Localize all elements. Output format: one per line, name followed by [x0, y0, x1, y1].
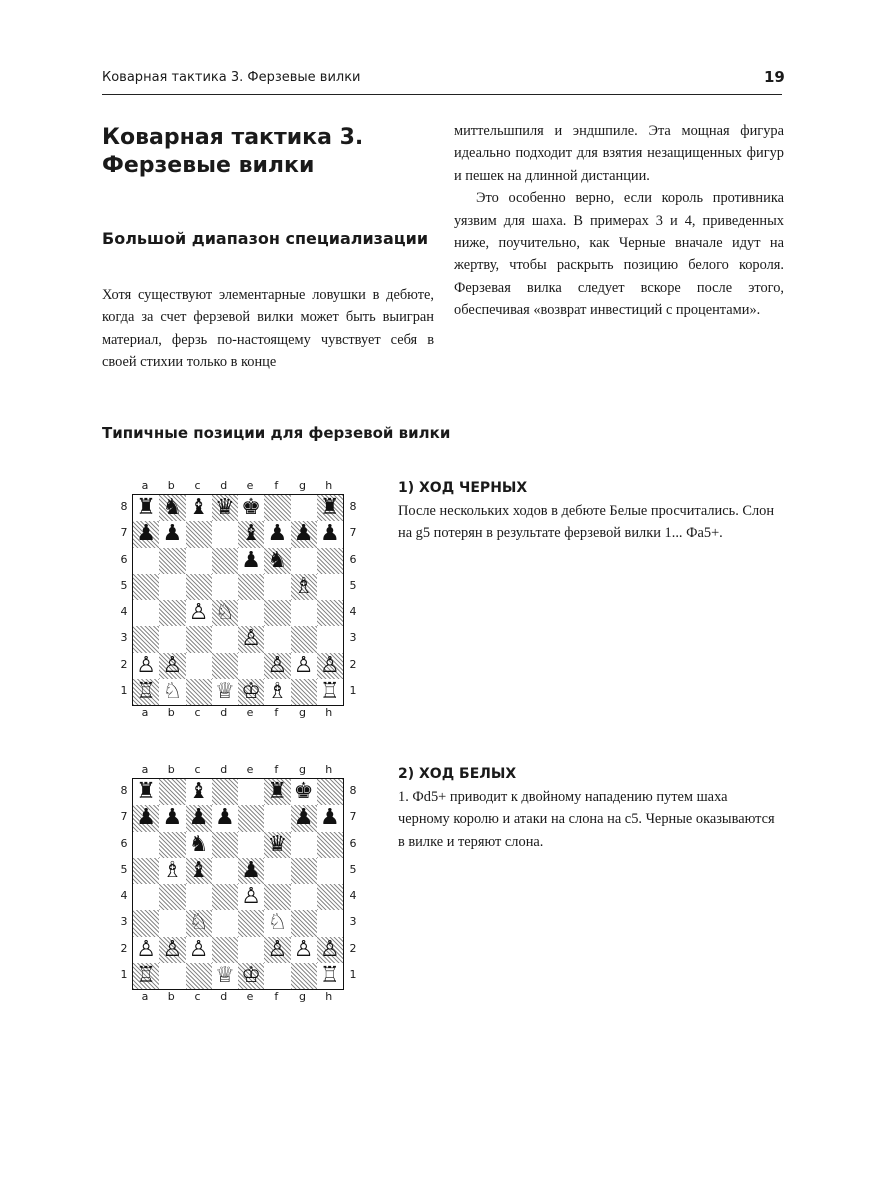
black-pawn-icon: ♟: [136, 521, 156, 547]
board-square-b6: [159, 832, 185, 858]
file-label-d: d: [220, 706, 228, 719]
white-pawn-icon: ♙: [293, 936, 314, 962]
white-pawn-icon: ♙: [162, 936, 183, 962]
file-label-c: c: [194, 706, 201, 719]
black-pawn-icon: ♟: [215, 805, 235, 831]
board-square-a6: [133, 548, 159, 574]
board-square-h3: [317, 910, 343, 936]
rank-label-3: 3: [349, 631, 357, 645]
running-head-title: Коварная тактика 3. Ферзевые вилки: [102, 70, 361, 85]
diagrams-heading: Типичные позиции для ферзевой вилки: [102, 424, 451, 442]
board-square-a4: [133, 600, 159, 626]
board-square-d3: [212, 910, 238, 936]
board-square-c5: [186, 574, 212, 600]
board-square-d2: [212, 937, 238, 963]
rank-label-4: 4: [120, 605, 128, 618]
board-square-a4: [133, 884, 159, 910]
board-square-e4: [238, 600, 264, 626]
rank-label-2: 2: [120, 657, 128, 671]
board-square-a3: [133, 910, 159, 936]
file-label-e: e: [246, 990, 254, 1003]
white-pawn-icon: ♙: [162, 652, 183, 678]
page-number: 19: [764, 68, 785, 86]
black-rook-icon: ♜: [136, 779, 156, 805]
black-pawn-icon: ♟: [241, 547, 261, 573]
white-queen-icon: ♕: [215, 678, 235, 704]
file-label-h: h: [325, 706, 333, 719]
file-label-g: g: [299, 706, 306, 719]
board-square-g4: [291, 884, 317, 910]
rank-label-7: 7: [120, 526, 128, 540]
white-rook-icon: ♖: [136, 678, 156, 704]
board-square-h5: [317, 858, 343, 884]
white-pawn-icon: ♙: [320, 936, 340, 962]
rank-label-7: 7: [349, 526, 357, 540]
board-square-b6: [159, 548, 185, 574]
diagram-2-caption-text: 1. Фd5+ приводит к двойному нападению путем шаха черному королю и атаки на слона на c5. Черные оказываются в вилке и теряют слона.: [398, 789, 775, 850]
file-label-c: c: [194, 479, 201, 492]
black-bishop-icon: ♝: [188, 857, 209, 883]
board-square-d5: [212, 574, 238, 600]
board-square-h8: [317, 779, 343, 805]
board-square-d3: [212, 626, 238, 652]
file-label-a: a: [141, 990, 149, 1003]
board-square-d5: [212, 858, 238, 884]
white-pawn-icon: ♙: [188, 600, 209, 626]
board-square-g8: [291, 495, 317, 521]
board-square-d6: [212, 832, 238, 858]
board-square-h3: [317, 626, 343, 652]
white-bishop-icon: ♗: [162, 857, 183, 883]
board-square-b5: [159, 574, 185, 600]
black-pawn-icon: ♟: [293, 521, 314, 547]
black-pawn-icon: ♟: [162, 805, 183, 831]
rank-label-5: 5: [349, 862, 357, 876]
board-square-b4: [159, 600, 185, 626]
section-heading: Большой диапазон специализации: [102, 229, 429, 248]
file-label-b: b: [167, 706, 175, 719]
board-square-h5: [317, 574, 343, 600]
file-label-d: d: [220, 479, 228, 492]
white-queen-icon: ♕: [215, 962, 235, 988]
rank-label-3: 3: [349, 915, 357, 929]
board-square-e7: [238, 805, 264, 831]
rank-label-2: 2: [120, 941, 128, 955]
rank-label-5: 5: [120, 862, 128, 876]
board-square-f4: [264, 884, 290, 910]
rank-label-4: 4: [349, 889, 357, 902]
board-square-h4: [317, 600, 343, 626]
diagram-2-caption-title: 2) ХОД БЕЛЫХ: [398, 766, 517, 782]
black-king-icon: ♚: [241, 495, 261, 521]
body-paragraph-right-1: миттельшпиля и эндшпиле. Эта мощная фигура идеально подходит для взятия незащищенных фигур и пешек на длинной дистанции.: [454, 123, 784, 184]
rank-label-4: 4: [120, 889, 128, 902]
board-square-h4: [317, 884, 343, 910]
file-label-h: h: [325, 763, 333, 776]
board-square-f7: [264, 805, 290, 831]
white-pawn-icon: ♙: [267, 652, 288, 678]
file-label-f: f: [274, 706, 279, 719]
board-square-c1: [186, 963, 212, 989]
file-label-g: g: [299, 990, 306, 1003]
board-square-b8: [159, 779, 185, 805]
board-square-e6: [238, 832, 264, 858]
rank-label-5: 5: [349, 578, 357, 592]
board-square-d8: [212, 779, 238, 805]
body-paragraph-left: Хотя существуют элементарные ловушки в дебюте, когда за счет ферзевой вилки может быть выигран материал, ферзь по-настоящему чувствует себя в своей стихии только в конце: [102, 287, 434, 371]
board-square-e2: [238, 653, 264, 679]
rank-label-3: 3: [120, 915, 128, 929]
diagram-1-caption-text: После нескольких ходов в дебюте Белые просчитались. Слон на g5 потерян в результате ферзевой вилки 1... Фa5+.: [398, 503, 775, 542]
board-square-c7: [186, 521, 212, 547]
file-label-e: e: [246, 706, 254, 719]
board-square-d6: [212, 548, 238, 574]
board-square-a5: [133, 574, 159, 600]
board-square-h6: [317, 832, 343, 858]
rank-label-8: 8: [349, 784, 357, 797]
rank-label-8: 8: [120, 500, 128, 513]
board-square-b4: [159, 884, 185, 910]
white-rook-icon: ♖: [320, 962, 340, 988]
header-rule: [102, 94, 782, 95]
board-square-e8: [238, 779, 264, 805]
body-column-right: [454, 120, 784, 322]
board-square-f1: [264, 963, 290, 989]
board-square-d7: [212, 521, 238, 547]
board-square-g3: [291, 626, 317, 652]
black-pawn-icon: ♟: [162, 521, 183, 547]
black-rook-icon: ♜: [267, 779, 288, 805]
file-label-d: d: [220, 990, 228, 1003]
file-label-a: a: [141, 479, 149, 492]
black-bishop-icon: ♝: [241, 521, 261, 547]
white-pawn-icon: ♙: [241, 884, 261, 910]
file-label-h: h: [325, 990, 333, 1003]
file-label-d: d: [220, 763, 228, 776]
black-pawn-icon: ♟: [136, 805, 156, 831]
file-label-h: h: [325, 479, 333, 492]
black-pawn-icon: ♟: [320, 805, 340, 831]
file-label-b: b: [167, 990, 175, 1003]
black-bishop-icon: ♝: [188, 495, 209, 521]
board-square-c1: [186, 679, 212, 705]
black-pawn-icon: ♟: [188, 805, 209, 831]
board-square-e5: [238, 574, 264, 600]
board-square-c6: [186, 548, 212, 574]
board-square-f3: [264, 626, 290, 652]
black-knight-icon: ♞: [188, 831, 209, 857]
chess-board: [132, 494, 344, 706]
black-rook-icon: ♜: [136, 495, 156, 521]
file-label-g: g: [299, 763, 306, 776]
black-pawn-icon: ♟: [241, 857, 261, 883]
rank-label-4: 4: [349, 605, 357, 618]
board-square-g4: [291, 600, 317, 626]
board-square-e3: [238, 910, 264, 936]
board-square-g6: [291, 548, 317, 574]
rank-label-8: 8: [120, 784, 128, 797]
rank-label-3: 3: [120, 631, 128, 645]
board-square-a5: [133, 858, 159, 884]
black-pawn-icon: ♟: [320, 521, 340, 547]
rank-label-2: 2: [349, 941, 357, 955]
white-bishop-icon: ♗: [293, 573, 314, 599]
white-knight-icon: ♘: [215, 600, 235, 626]
white-rook-icon: ♖: [136, 962, 156, 988]
black-knight-icon: ♞: [162, 495, 183, 521]
white-knight-icon: ♘: [188, 910, 209, 936]
file-label-f: f: [274, 763, 279, 776]
file-label-e: e: [246, 479, 254, 492]
board-square-b3: [159, 910, 185, 936]
board-square-b3: [159, 626, 185, 652]
white-king-icon: ♔: [241, 962, 261, 988]
rank-label-2: 2: [349, 657, 357, 671]
white-knight-icon: ♘: [162, 678, 183, 704]
file-label-c: c: [194, 763, 201, 776]
board-square-g6: [291, 832, 317, 858]
board-square-d4: [212, 884, 238, 910]
rank-label-1: 1: [120, 683, 128, 697]
black-king-icon: ♚: [293, 779, 314, 805]
black-queen-icon: ♛: [215, 495, 235, 521]
white-pawn-icon: ♙: [136, 936, 156, 962]
black-bishop-icon: ♝: [188, 779, 209, 805]
board-square-e2: [238, 937, 264, 963]
white-pawn-icon: ♙: [241, 626, 261, 652]
file-label-f: f: [274, 479, 279, 492]
rank-label-6: 6: [349, 552, 357, 566]
file-label-a: a: [141, 763, 149, 776]
white-rook-icon: ♖: [320, 678, 340, 704]
board-square-f8: [264, 495, 290, 521]
board-square-g3: [291, 910, 317, 936]
rank-label-6: 6: [120, 836, 128, 850]
rank-label-1: 1: [120, 967, 128, 981]
board-square-g1: [291, 963, 317, 989]
board-square-g1: [291, 679, 317, 705]
board-square-c3: [186, 626, 212, 652]
black-rook-icon: ♜: [320, 495, 340, 521]
white-pawn-icon: ♙: [136, 652, 156, 678]
rank-label-7: 7: [349, 810, 357, 824]
board-square-g5: [291, 858, 317, 884]
body-paragraph-right-2: Это особенно верно, если король противника уязвим для шаха. В примерах 3 и 4, приведенных ниже, поучительно, как Черные вначале идут на жертву, чтобы раскрыть позицию белого короля. Ферзевая вилка следует вскоре после этого, обеспечивая «возврат инвестиций с процентами».: [454, 190, 784, 319]
board-square-f5: [264, 574, 290, 600]
board-square-h6: [317, 548, 343, 574]
file-label-f: f: [274, 990, 279, 1003]
chess-diagram-1: [116, 478, 356, 728]
file-label-b: b: [167, 763, 175, 776]
chess-board: [132, 778, 344, 990]
file-label-g: g: [299, 479, 306, 492]
chapter-title: Коварная тактика 3. Ферзевые вилки: [102, 125, 364, 178]
rank-label-1: 1: [349, 967, 357, 981]
white-pawn-icon: ♙: [267, 936, 288, 962]
white-pawn-icon: ♙: [188, 936, 209, 962]
rank-label-1: 1: [349, 683, 357, 697]
board-square-a3: [133, 626, 159, 652]
file-label-a: a: [141, 706, 149, 719]
diagram-1-caption-title: 1) ХОД ЧЕРНЫХ: [398, 480, 528, 496]
white-knight-icon: ♘: [267, 910, 288, 936]
file-label-b: b: [167, 479, 175, 492]
file-label-e: e: [246, 763, 254, 776]
white-pawn-icon: ♙: [320, 652, 340, 678]
rank-label-6: 6: [349, 836, 357, 850]
rank-label-6: 6: [120, 552, 128, 566]
rank-label-8: 8: [349, 500, 357, 513]
black-pawn-icon: ♟: [267, 521, 288, 547]
rank-label-5: 5: [120, 578, 128, 592]
board-square-c4: [186, 884, 212, 910]
rank-label-7: 7: [120, 810, 128, 824]
board-square-a6: [133, 832, 159, 858]
black-knight-icon: ♞: [267, 547, 288, 573]
file-label-c: c: [194, 990, 201, 1003]
white-king-icon: ♔: [241, 678, 261, 704]
board-square-d2: [212, 653, 238, 679]
black-pawn-icon: ♟: [293, 805, 314, 831]
board-square-b1: [159, 963, 185, 989]
board-square-f4: [264, 600, 290, 626]
board-square-c2: [186, 653, 212, 679]
black-queen-icon: ♛: [267, 831, 288, 857]
white-bishop-icon: ♗: [267, 678, 288, 704]
chess-diagram-2: [116, 762, 356, 1012]
white-pawn-icon: ♙: [293, 652, 314, 678]
board-square-f5: [264, 858, 290, 884]
